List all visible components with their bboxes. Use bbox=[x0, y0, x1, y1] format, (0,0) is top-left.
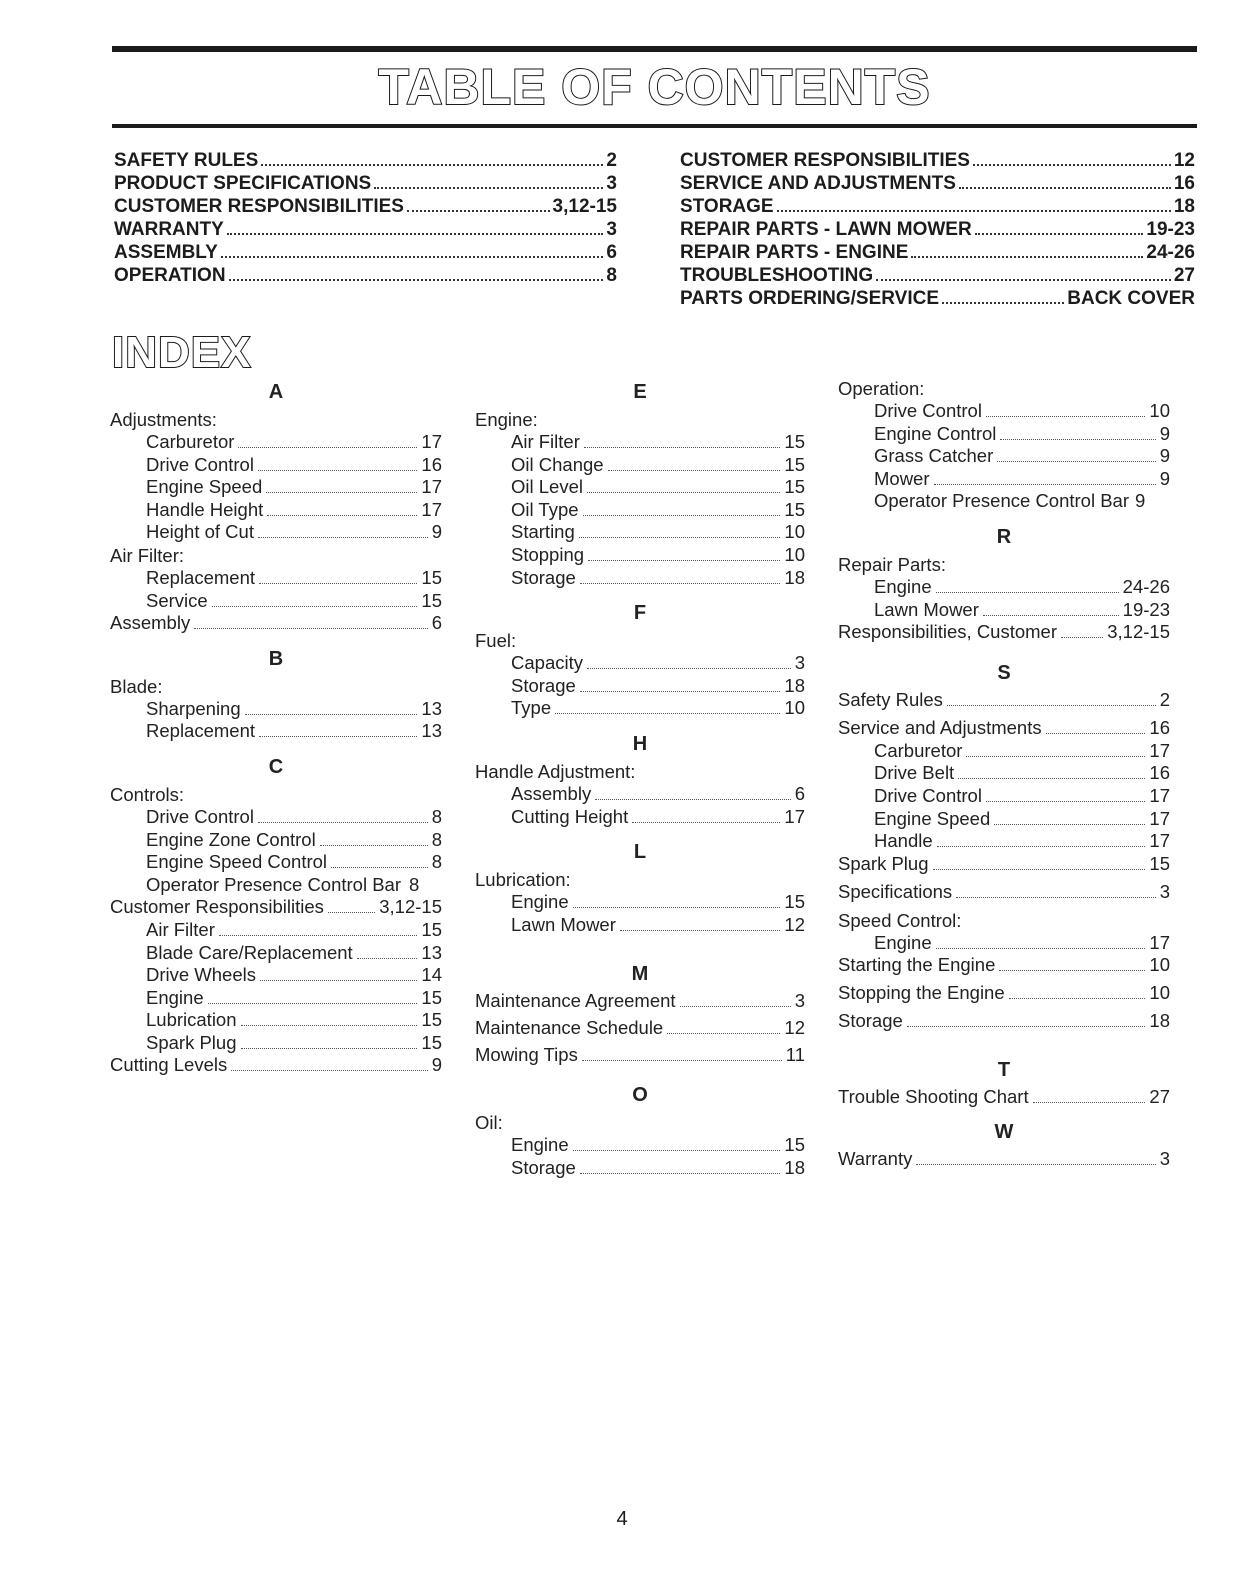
index-letter: R bbox=[996, 525, 1012, 548]
index-entry: Spark Plug 15 bbox=[838, 852, 1170, 874]
index-subentry: Drive Control 8 bbox=[146, 805, 442, 827]
index-subentry: Capacity 3 bbox=[511, 652, 805, 674]
index-entry: Blade: bbox=[110, 675, 163, 697]
index-letter: O bbox=[632, 1084, 648, 1107]
index-subentry: Replacement 15 bbox=[146, 566, 442, 588]
index-subentry: Drive Belt 16 bbox=[874, 762, 1170, 784]
index-entry: Specifications 3 bbox=[838, 880, 1170, 902]
index-subentry: Engine 24-26 bbox=[874, 575, 1170, 597]
index-entry: Cutting Levels 9 bbox=[110, 1054, 442, 1076]
leader-dots bbox=[975, 233, 1144, 235]
toc-entry bbox=[114, 219, 617, 242]
index-subentry: Engine 15 bbox=[511, 891, 805, 913]
index-entry: Speed Control: bbox=[838, 909, 962, 931]
index-letter: B bbox=[268, 647, 284, 670]
index-subentry: Handle Height 17 bbox=[146, 498, 442, 520]
toc-entry bbox=[680, 288, 1195, 311]
toc-entry-page: BACK COVER bbox=[1067, 288, 1195, 309]
index-entry: Oil: bbox=[475, 1112, 503, 1134]
index-subentry: Storage 18 bbox=[511, 566, 805, 588]
toc-entry bbox=[680, 219, 1195, 242]
index-subentry: Drive Control 16 bbox=[146, 453, 442, 475]
index-entry: Handle Adjustment: bbox=[475, 760, 636, 782]
index-entry: Responsibilities, Customer 3,12-15 bbox=[838, 621, 1170, 643]
index-letter: H bbox=[632, 732, 648, 755]
index-subentry: Mower 9 bbox=[874, 467, 1170, 489]
index-letter: L bbox=[633, 841, 647, 864]
index-letter: T bbox=[997, 1059, 1011, 1082]
index-entry: Controls: bbox=[110, 783, 185, 805]
toc-entry bbox=[114, 173, 617, 196]
index-column-2 bbox=[475, 374, 805, 1180]
toc-entry bbox=[680, 196, 1195, 219]
toc-left-column bbox=[114, 150, 617, 288]
index-subentry: Carburetor 17 bbox=[874, 739, 1170, 761]
index-entry: Stopping the Engine 10 bbox=[838, 982, 1170, 1004]
index-subentry: Engine Control 9 bbox=[874, 422, 1170, 444]
toc-entry-label: SAFETY RULES bbox=[114, 150, 259, 171]
toc-entry-page: 3,12-15 bbox=[552, 196, 617, 217]
index-subentry: Oil Change 15 bbox=[511, 453, 805, 475]
index-subentry: Oil Type 15 bbox=[511, 498, 805, 520]
toc-entry-page: 16 bbox=[1173, 173, 1195, 194]
index-subentry: Lawn Mower 12 bbox=[511, 913, 805, 935]
index-subentry: Storage 18 bbox=[511, 674, 805, 696]
index-entry: Customer Responsibilities 3,12-15 bbox=[110, 896, 442, 918]
index-subentry: Cutting Height 17 bbox=[511, 805, 805, 827]
toc-entry bbox=[114, 196, 617, 219]
leader-dots bbox=[973, 164, 1171, 166]
index-entry: Operation: bbox=[838, 378, 925, 399]
index-subentry: Height of Cut 9 bbox=[146, 521, 442, 543]
leader-dots bbox=[876, 279, 1171, 281]
index-entry: Mowing Tips 11 bbox=[475, 1044, 805, 1066]
toc-entry-page: 3 bbox=[606, 219, 617, 240]
index-entry: Assembly 6 bbox=[110, 612, 442, 634]
index-heading: INDEX bbox=[112, 328, 252, 377]
toc-entry-label: PRODUCT SPECIFICATIONS bbox=[114, 173, 372, 194]
index-entry: Storage 18 bbox=[838, 1010, 1170, 1032]
page-title: TABLE OF CONTENTS bbox=[378, 59, 931, 115]
index-column-3 bbox=[838, 377, 1170, 1171]
leader-dots bbox=[227, 233, 604, 235]
leader-dots bbox=[374, 187, 603, 189]
index-entry: Maintenance Schedule 12 bbox=[475, 1017, 805, 1039]
index-subentry: Service 15 bbox=[146, 589, 442, 611]
index-entry: Engine: bbox=[475, 409, 538, 430]
index-subentry: Assembly 6 bbox=[511, 782, 805, 804]
index-letter: F bbox=[633, 602, 647, 625]
index-subentry: Drive Control 10 bbox=[874, 400, 1170, 421]
toc-entry bbox=[114, 150, 617, 173]
title-bottom-rule bbox=[112, 124, 1197, 128]
index-subentry: Drive Control 17 bbox=[874, 784, 1170, 806]
toc-entry-page: 8 bbox=[606, 265, 617, 286]
index-entry: Lubrication: bbox=[475, 869, 571, 891]
toc-entry bbox=[680, 150, 1195, 173]
leader-dots bbox=[911, 256, 1143, 258]
index-entry: Air Filter: bbox=[110, 544, 184, 566]
toc-entry-page: 27 bbox=[1173, 265, 1195, 286]
toc-entry-label: ASSEMBLY bbox=[114, 242, 218, 263]
index-subentry: Oil Level 15 bbox=[511, 476, 805, 498]
index-letter: E bbox=[633, 381, 647, 403]
leader-dots bbox=[777, 210, 1171, 212]
index-subentry: Replacement 13 bbox=[146, 720, 442, 742]
index-subentry: Lawn Mower 19-23 bbox=[874, 598, 1170, 620]
toc-entry-label: REPAIR PARTS - LAWN MOWER bbox=[680, 219, 972, 240]
toc-entry bbox=[680, 173, 1195, 196]
toc-entry-label: STORAGE bbox=[680, 196, 774, 217]
index-entry: Service and Adjustments 16 bbox=[838, 717, 1170, 739]
toc-entry-label: OPERATION bbox=[114, 265, 226, 286]
index-entry: Maintenance Agreement 3 bbox=[475, 990, 805, 1012]
index-letter: W bbox=[994, 1121, 1014, 1144]
leader-dots bbox=[229, 279, 604, 281]
toc-entry-label: SERVICE AND ADJUSTMENTS bbox=[680, 173, 956, 194]
index-entry: Fuel: bbox=[475, 630, 517, 652]
top-rule bbox=[112, 46, 1197, 52]
leader-dots bbox=[959, 187, 1171, 189]
index-subentry: Air Filter 15 bbox=[146, 918, 442, 940]
index-subentry: Lubrication 15 bbox=[146, 1009, 442, 1031]
index-letter: M bbox=[631, 963, 649, 986]
toc-entry-page: 12 bbox=[1173, 150, 1195, 171]
index-subentry: Drive Wheels 14 bbox=[146, 964, 442, 986]
toc-entry-page: 6 bbox=[606, 242, 617, 263]
toc-entry-page: 3 bbox=[606, 173, 617, 194]
index-subentry: Engine Speed 17 bbox=[146, 476, 442, 498]
index-subentry: Grass Catcher 9 bbox=[874, 445, 1170, 467]
toc-entry-page: 19-23 bbox=[1146, 219, 1195, 240]
index-subentry: Air Filter 15 bbox=[511, 431, 805, 452]
toc-entry-label: PARTS ORDERING/SERVICE bbox=[680, 288, 940, 309]
index-subentry: Operator Presence Control Bar 8 bbox=[146, 873, 420, 895]
index-subentry: Engine 17 bbox=[874, 931, 1170, 953]
toc-entry-label: REPAIR PARTS - ENGINE bbox=[680, 242, 909, 263]
index-subentry: Operator Presence Control Bar 9 bbox=[874, 490, 1146, 512]
index-entry: Trouble Shooting Chart 27 bbox=[838, 1086, 1170, 1108]
toc-entry bbox=[680, 265, 1195, 288]
index-entry: Adjustments: bbox=[110, 409, 217, 430]
index-subentry: Sharpening 13 bbox=[146, 697, 442, 719]
toc-entry-label: CUSTOMER RESPONSIBILITIES bbox=[680, 150, 970, 171]
toc-entry-page: 24-26 bbox=[1146, 242, 1195, 263]
index-subentry: Storage 18 bbox=[511, 1156, 805, 1178]
index-letter: A bbox=[268, 381, 284, 403]
toc-entry-label: WARRANTY bbox=[114, 219, 224, 240]
index-subentry: Handle 17 bbox=[874, 830, 1170, 852]
index-subentry: Engine Speed 17 bbox=[874, 807, 1170, 829]
index-subentry: Blade Care/Replacement 13 bbox=[146, 941, 442, 963]
index-subentry: Stopping 10 bbox=[511, 543, 805, 565]
index-subentry: Carburetor 17 bbox=[146, 431, 442, 452]
index-subentry: Engine 15 bbox=[146, 986, 442, 1008]
toc-entry bbox=[680, 242, 1195, 265]
index-column-1 bbox=[110, 374, 442, 1077]
page-number: 4 bbox=[616, 1508, 628, 1530]
toc-entry-label: TROUBLESHOOTING bbox=[680, 265, 874, 286]
index-subentry: Engine Speed Control 8 bbox=[146, 851, 442, 873]
leader-dots bbox=[261, 164, 603, 166]
toc-entry-label: CUSTOMER RESPONSIBILITIES bbox=[114, 196, 404, 217]
index-entry: Safety Rules 2 bbox=[838, 689, 1170, 711]
index-entry: Starting the Engine 10 bbox=[838, 954, 1170, 976]
leader-dots bbox=[407, 210, 550, 212]
toc-entry-page: 2 bbox=[606, 150, 617, 171]
index-entry: Repair Parts: bbox=[838, 553, 946, 575]
toc-entry bbox=[114, 265, 617, 288]
index-letter: C bbox=[268, 755, 284, 778]
toc-right-column bbox=[680, 150, 1195, 311]
index-subentry: Type 10 bbox=[511, 697, 805, 719]
leader-dots bbox=[221, 256, 604, 258]
index-subentry: Spark Plug 15 bbox=[146, 1031, 442, 1053]
toc-entry bbox=[114, 242, 617, 265]
index-subentry: Engine 15 bbox=[511, 1134, 805, 1156]
index-entry: Warranty 3 bbox=[838, 1148, 1170, 1170]
leader-dots bbox=[942, 302, 1064, 304]
index-subentry: Starting 10 bbox=[511, 521, 805, 543]
index-letter: S bbox=[997, 662, 1011, 685]
toc-entry-page: 18 bbox=[1173, 196, 1195, 217]
index-subentry: Engine Zone Control 8 bbox=[146, 828, 442, 850]
